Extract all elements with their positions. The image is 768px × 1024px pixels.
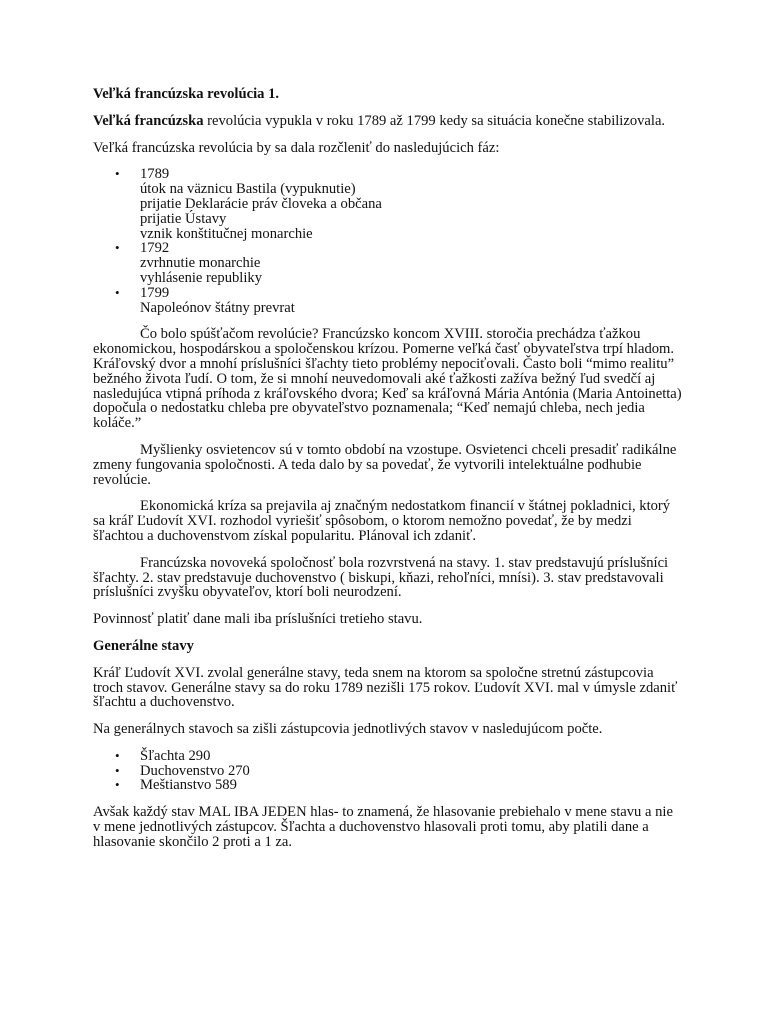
phase-event: vyhlásenie republiky [140, 269, 262, 286]
intro-paragraph [93, 114, 683, 129]
count-item [93, 778, 683, 793]
bullet-icon: • [115, 762, 120, 778]
phase-event: Napoleónov štátny prevrat [140, 299, 295, 316]
intro-rest: revolúcia vypukla v roku 1789 až 1799 kedy sa situácia konečne stabilizovala. [203, 112, 666, 129]
bullet-icon: • [115, 284, 120, 300]
phase-item [93, 167, 683, 241]
phase-event: zvrhnutie monarchie [140, 255, 261, 272]
phase-event: prijatie Ústavy [140, 210, 227, 227]
vote-paragraph: Avšak každý stav MAL IBA JEDEN hlas- to znamená, že hlasovanie prebiehalo v mene stavu a nie v mene jednotlivých zástupcov. Šľachta a duchovenstvo hlasovali proti tomu, aby platili dane a hlasovanie skončilo 2 proti a 1 za. [93, 804, 673, 850]
bullet-icon: • [115, 240, 120, 256]
trigger-paragraph: Čo bolo spúšťačom revolúcie? Francúzsko koncom XVIII. storočia prechádza ťažkou ekonomickou, hospodárskou a spoločenskou krízou. Pomerne veľká časť obyvateľstva trpí hladom. Kráľovský dvor a mnohí príslušníci šľachty tieto problémy nepociťovali. Často boli “mimo realitu” bežného života ľudí. O tom, že si mnohí neuvedomovali aké ťažkosti zažíva bežný ľud svedčí aj nasledujúca vtipná príhoda z kráľovského dvora; Keď sa kráľovná Mária Antónia (Maria Antoinetta) dopočula o nedostatku chleba pre obyvateľstvo poznamenala; “Keď nemajú chleba, nech jedia koláče.” [93, 326, 682, 432]
count-intro-paragraph: Na generálnych stavoch sa zišli zástupcovia jednotlivých stavov v nasledujúcom počte. [93, 721, 603, 738]
enlightenment-paragraph: Myšlienky osvietencov sú v tomto období na vzostupe. Osvietenci chceli presadiť radikálne zmeny fungovania spoločnosti. A teda dalo by sa povedať, že vytvorili intelektuálne podhubie revolúcie. [93, 441, 677, 488]
document-content [93, 87, 683, 862]
phase-year: 1789 [140, 166, 170, 183]
counts-list [93, 749, 683, 793]
estates-paragraph: Francúzska novoveká spoločnosť bola rozvrstvená na stavy. 1. stav predstavujú príslušníci šľachty. 2. stav predstavuje duchovenstvo ( biskupi, kňazi, rehoľníci, mnísi). 3. stav predstavovali príslušníci zvyšku obyvateľov, ktorí boli neurodzení. [93, 554, 669, 601]
bullet-icon: • [115, 777, 120, 793]
count-text: Duchovenstvo 270 [140, 762, 250, 779]
count-text: Šľachta 290 [140, 747, 211, 764]
phase-year: 1799 [140, 284, 170, 301]
count-item [93, 749, 683, 764]
phases-list [93, 167, 683, 315]
phases-intro: Veľká francúzska revolúcia by sa dala rozčleniť do nasledujúcich fáz: [93, 139, 500, 156]
phase-year: 1792 [140, 240, 170, 257]
crisis-paragraph: Ekonomická kríza sa prejavila aj značným nedostatkom financií v štátnej pokladnici, ktorý sa kráľ Ľudovít XVI. rozhodol vyriešiť spôsobom, o ktorom nemožno povedať, že by medzi šľachtou a duchovenstvom získal popularitu. Plánoval ich zdaniť. [93, 498, 671, 544]
bullet-icon: • [115, 747, 120, 763]
count-item [93, 764, 683, 779]
phase-item [93, 286, 683, 316]
phase-item [93, 241, 683, 285]
phase-event: prijatie Deklarácie práv človeka a občana [140, 195, 382, 212]
bullet-icon: • [115, 166, 120, 182]
document-title: Veľká francúzska revolúcia 1. [93, 86, 280, 102]
king-paragraph: Kráľ Ľudovít XVI. zvolal generálne stavy, teda snem na ktorom sa spoločne stretnú zástupcovia troch stavov. Generálne stavy sa do roku 1789 nezišli 175 rokov. Ľudovít XVI. mal v úmysle zdaniť šľachtu a duchovenstvo. [93, 664, 678, 711]
intro-bold: Veľká francúzska [93, 112, 204, 129]
general-estates-heading: Generálne stavy [93, 637, 194, 654]
phase-event: vznik konštitučnej monarchie [140, 225, 313, 242]
tax-paragraph: Povinnosť platiť dane mali iba príslušníci tretieho stavu. [93, 611, 423, 628]
count-text: Meštianstvo 589 [140, 777, 237, 794]
phase-event: útok na väznicu Bastila (vypuknutie) [140, 181, 356, 198]
